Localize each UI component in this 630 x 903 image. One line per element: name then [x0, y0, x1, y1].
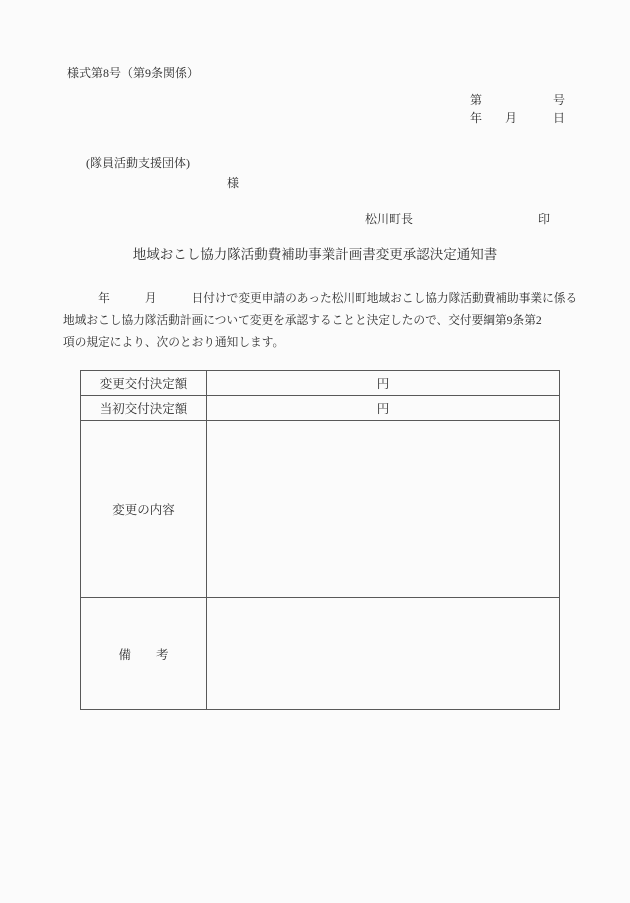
issue-number-suffix: 号: [553, 93, 566, 107]
table-row-initial-amount: [81, 396, 560, 421]
body-paragraph: [63, 288, 593, 354]
date-month-label: 月: [505, 111, 518, 125]
body-line-1: 年 月 日付けで変更申請のあった松川町地域おこし協力隊活動費補助事業に係る: [63, 292, 578, 305]
decision-table: [80, 370, 560, 710]
row-value-remarks: [207, 598, 560, 710]
row-label-change-details: 変更の内容: [81, 421, 207, 598]
row-value-changed-amount: 円: [207, 371, 560, 396]
date-day-label: 日: [553, 111, 566, 125]
row-value-change-details: [207, 421, 560, 598]
seal-mark: 印: [538, 212, 551, 226]
row-label-changed-amount: 変更交付決定額: [81, 371, 207, 396]
row-value-initial-amount: 円: [207, 396, 560, 421]
addressee-honorific: 様: [227, 176, 240, 190]
document-title: 地域おこし協力隊活動費補助事業計画書変更承認決定通知書: [132, 247, 498, 262]
issue-number-prefix: 第: [470, 93, 483, 107]
form-number: 様式第8号（第9条関係）: [67, 66, 200, 80]
addressee-group-label: (隊員活動支援団体): [86, 156, 190, 170]
body-line-2: 地域おこし協力隊活動計画について変更を承認することと決定したので、交付要綱第9条第2: [63, 314, 542, 327]
date-year-label: 年: [470, 111, 483, 125]
table-row-remarks: [81, 598, 560, 710]
issuer-name: 松川町長: [365, 212, 414, 226]
table-row-change-details: [81, 421, 560, 598]
row-label-initial-amount: 当初交付決定額: [81, 396, 207, 421]
row-label-remarks: 備 考: [81, 598, 207, 710]
table-row-changed-amount: [81, 371, 560, 396]
body-line-3: 項の規定により、次のとおり通知します。: [63, 336, 285, 349]
